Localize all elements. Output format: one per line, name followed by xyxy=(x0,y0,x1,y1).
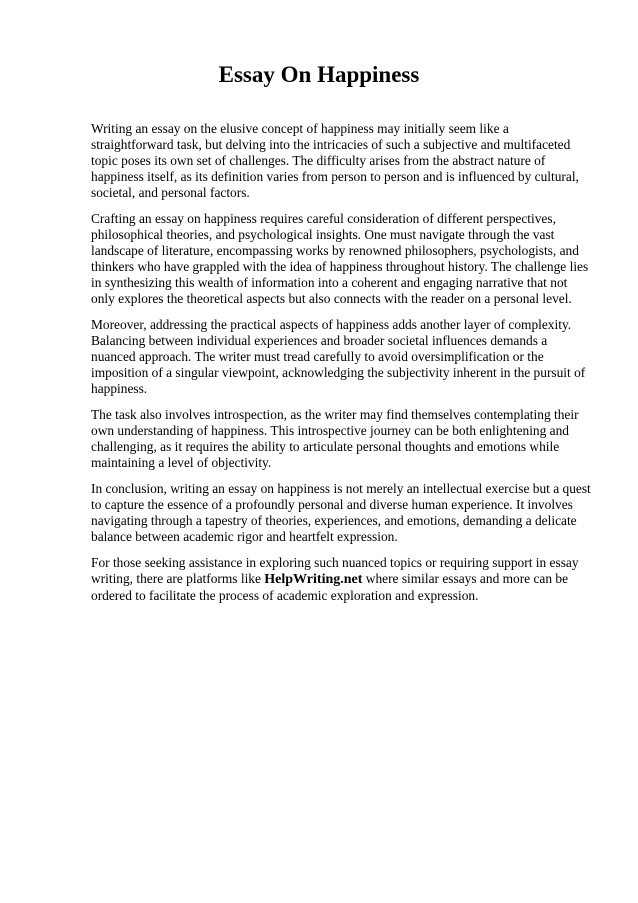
paragraph-6-after: where similar essays and more can be ordered to facilitate the process of academic exploration and expression. xyxy=(91,570,569,603)
paragraph-2: Crafting an essay on happiness requires careful consideration of different perspectives, philosophical theories, and psychological insights. One must navigate through the vast landscape of literature, encompassing works by renowned philosophers, psychologists, and thinkers who have grappled with the idea of happiness throughout history. The challenge lies in synthesizing this wealth of information into a coherent and engaging narrative that not only explores the theoretical aspects but also connects with the reader on a personal level. xyxy=(91,210,589,307)
paragraph-3: Moreover, addressing the practical aspects of happiness adds another layer of complexity. Balancing between individual experiences and broader societal influences demands a nuanced approach. The writer must tread carefully to avoid oversimplification or the imposition of a singular viewpoint, acknowledging the subjectivity inherent in the pursuit of happiness. xyxy=(91,317,586,397)
helpwriting-link[interactable]: HelpWriting.net xyxy=(264,571,363,587)
paragraph-1: Writing an essay on the elusive concept of happiness may initially seem like a straightforward task, but delving into the intricacies of such a subjective and multifaceted topic poses its own set of challenges. The difficulty arises from the abstract nature of happiness itself, as its definition varies from person to person and is influenced by cultural, societal, and personal factors. xyxy=(91,121,579,201)
paragraph-6-before: For those seeking assistance in exploring such nuanced topics or requiring support in essay writing, there are platforms like xyxy=(91,554,579,586)
paragraph-5: In conclusion, writing an essay on happiness is not merely an intellectual exercise but a quest to capture the essence of a profoundly personal and diverse human experience. It involves navigating through a tapestry of theories, experiences, and emotions, demanding a delicate balance between academic rigor and heartfelt expression. xyxy=(91,480,591,545)
essay-body xyxy=(91,121,594,614)
paragraph-6 xyxy=(91,555,594,604)
paragraph-4: The task also involves introspection, as the writer may find themselves contemplating their own understanding of happiness. This introspective journey can be both enlightening and challenging, as it requires the ability to articulate personal thoughts and emotions while maintaining a level of objectivity. xyxy=(91,407,579,471)
essay-title: Essay On Happiness xyxy=(218,62,420,87)
